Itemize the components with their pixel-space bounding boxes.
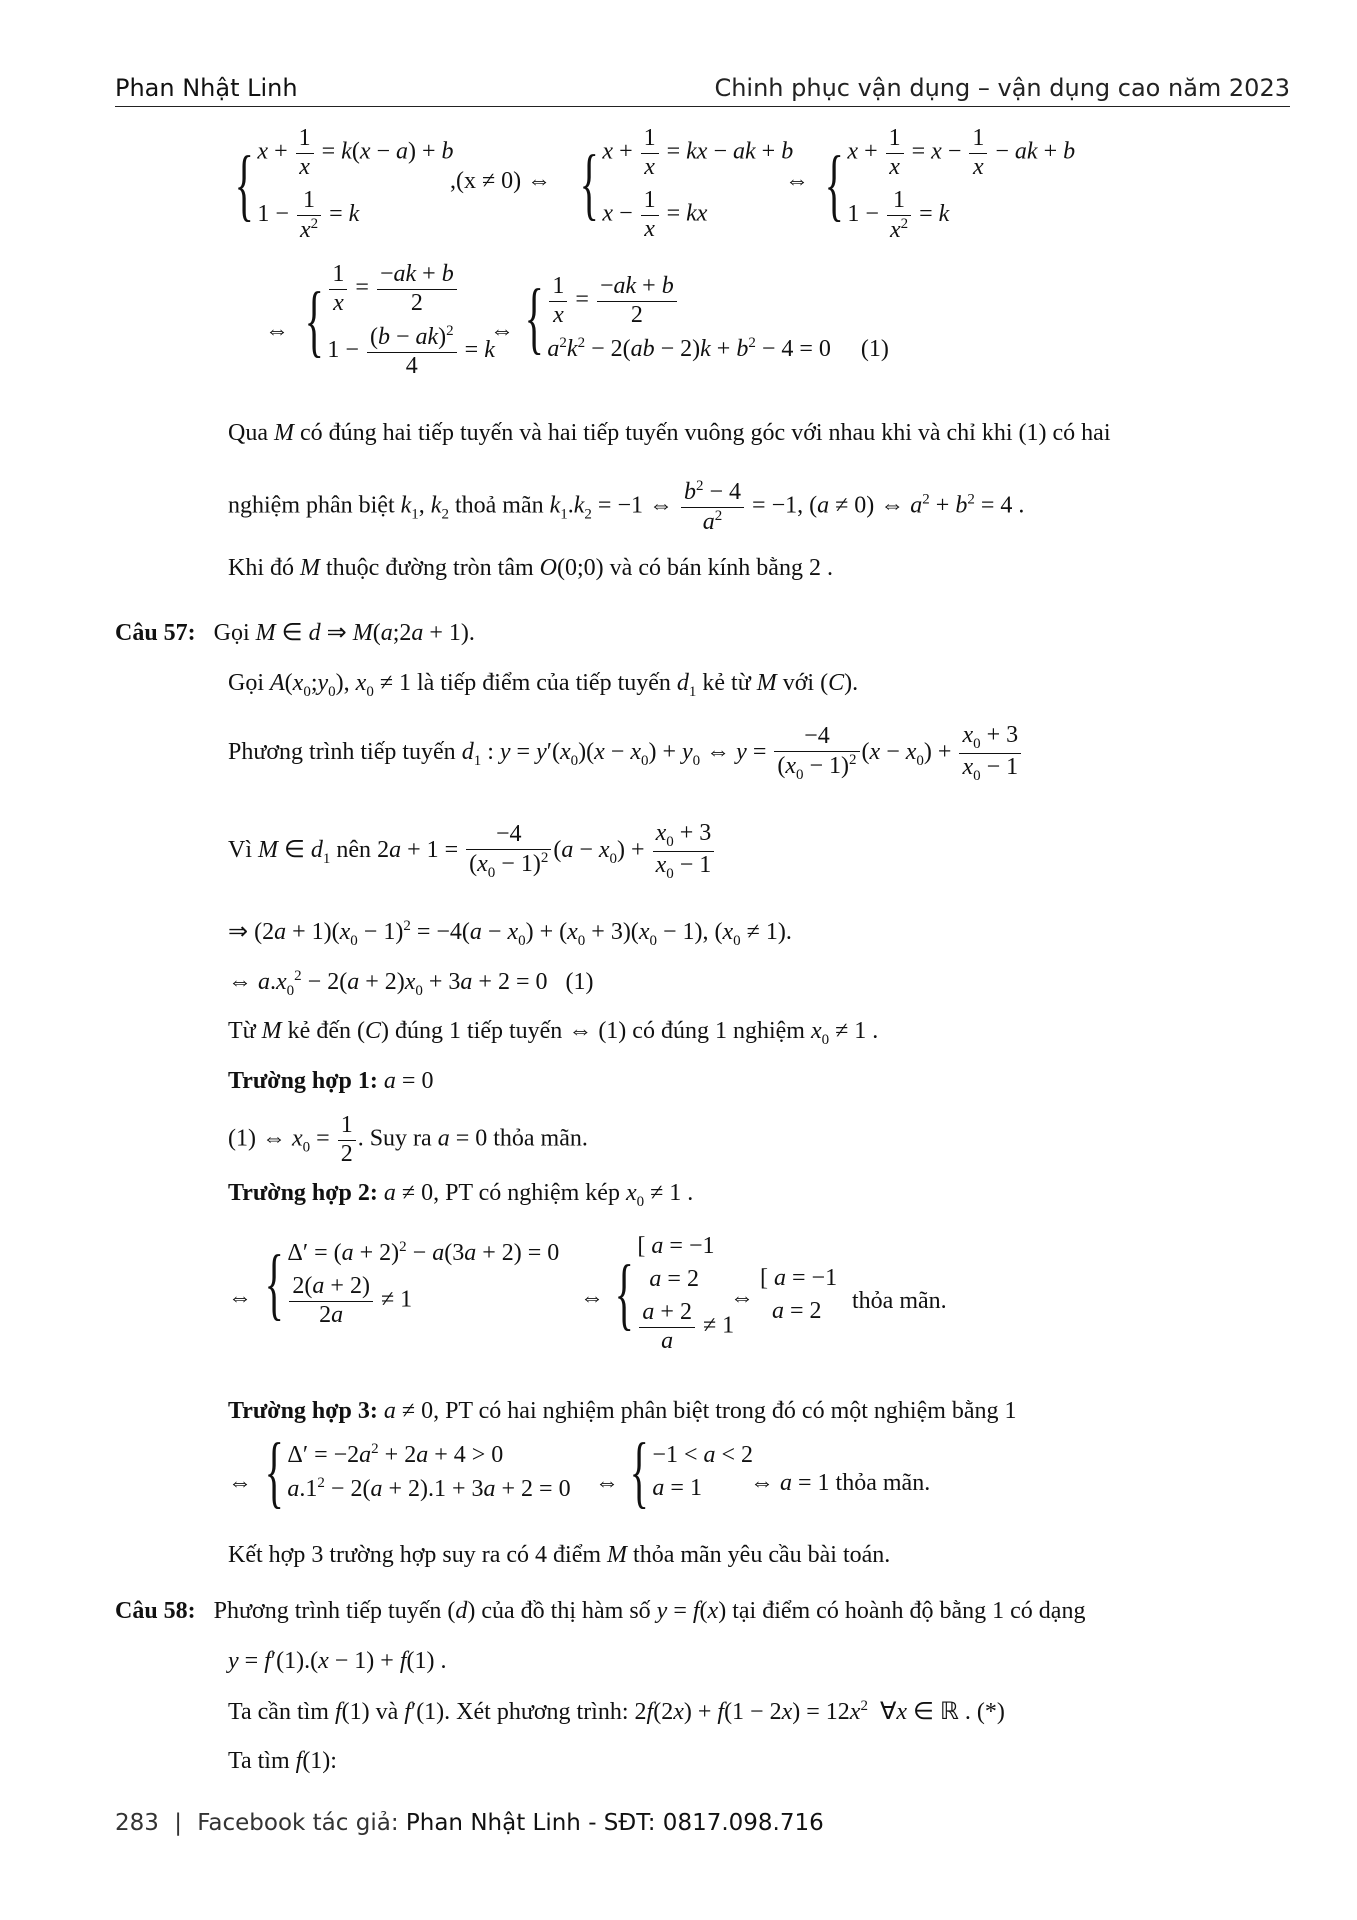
equiv-symbol: ⇔ <box>785 168 809 194</box>
paragraph-line: Từ M kẻ đến (C) đúng 1 tiếp tuyến ⇔ (1) có đúng 1 nghiệm $x_0 \ne 1$ . <box>228 1018 879 1048</box>
paragraph-line: y = f′(1).(x − 1) + f(1) . <box>228 1648 447 1674</box>
case-3: Trường hợp 3: a ≠ 0, PT có hai nghiệm phân biệt trong đó có một nghiệm bằng 1 <box>228 1398 1017 1424</box>
question-58: Câu 58: Phương trình tiếp tuyến (d) của đồ thị hàm số y = f(x) tại điểm có hoành độ bằng 1 có dạng <box>115 1598 1086 1624</box>
paragraph-line: Kết hợp 3 trường hợp suy ra có 4 điểm M thỏa mãn yêu cầu bài toán. <box>228 1542 891 1568</box>
case-1: Trường hợp 1: a = 0 <box>228 1068 434 1094</box>
equiv-symbol: ⇔ <box>730 1285 754 1311</box>
paragraph-line: Gọi $A(x_0;y_0)$, $x_0 \ne 1$ là tiếp điểm của tiếp tuyến $d_1$ kẻ từ M với (C). <box>228 670 859 700</box>
case2-conclusion: thỏa mãn. <box>852 1288 947 1314</box>
equation-system-2: { x + $\frac{1}{x}$ = kx − ak + b x − $\frac{1}{x}$ = kx <box>579 125 794 242</box>
case-2: Trường hợp 2: a ≠ 0, PT có nghiệm kép $x_0 \ne 1$ . <box>228 1180 694 1210</box>
equation-system-1: { x + $\frac{1}{x}$ = k(x − a) + b 1 − $\frac{1}{x^2}$ = k <box>234 125 454 243</box>
equiv-symbol: ⇔ <box>265 318 289 344</box>
equation-system-7: { [ a = −1 a = 2 $\frac{a + 2}{a}$ ≠ 1 <box>614 1233 735 1354</box>
paragraph-line: ⇒ $(2a + 1)(x_0 - 1)^2 = -4(a - x_0) + (x_0 + 3)(x_0 - 1)$, $(x_0 \ne 1)$. <box>228 918 792 949</box>
equation-system-3: { x + $\frac{1}{x}$ = x − $\frac{1}{x}$ − ak + b 1 − $\frac{1}{x^2}$ = k <box>824 125 1076 243</box>
paragraph-line: (1) ⇔ $x_0$ = $\frac{1}{2}$ . Suy ra a = 0 thỏa mãn. <box>228 1112 588 1167</box>
equation-system-8: { $\Delta' = -2a^2 + 2a + 4 > 0$ $a.1^2 - 2(a + 2).1 + 3a + 2 = 0$ <box>264 1428 571 1516</box>
paragraph-line: ⇔ $a.x_0^2 - 2(a + 2)x_0 + 3a + 2 = 0$ (1) <box>228 968 594 999</box>
page-number: 283 <box>115 1810 159 1836</box>
paragraph-line: Vì M ∈ $d_1$ nên 2a + 1 = $\frac{-4}{(x_0 - 1)^2}$ $(a - x_0)$ + $\frac{x_0 + 3}{x_0 - 1}$ <box>228 820 716 883</box>
paragraph-line: Ta tìm f(1): <box>228 1748 337 1774</box>
equiv-symbol: ⇔ <box>490 318 514 344</box>
equation-system-6: { $\Delta' = (a + 2)^2 - a(3a + 2) = 0$ $\frac{2(a + 2)}{2a}$ ≠ 1 <box>264 1239 560 1329</box>
header-author: Phan Nhật Linh <box>115 74 298 102</box>
domain-condition: ,(x ≠ 0) ⇔ <box>450 168 552 194</box>
equation-system-9: { −1 < a < 2 a = 1 <box>629 1428 754 1516</box>
author-contact: Phan Nhật Linh - SĐT: 0817.098.716 <box>405 1810 824 1836</box>
header-book-title: Chinh phục vận dụng – vận dụng cao năm 2023 <box>714 74 1290 102</box>
case2-result: [ a = −1 a = 2 <box>760 1265 838 1324</box>
page-footer: 283 | Facebook tác giả: Phan Nhật Linh - SĐT: 0817.098.716 <box>115 1810 824 1836</box>
paragraph-line: Phương trình tiếp tuyến $d_1$ : $y = y'(x_0)(x - x_0) + y_0$ ⇔ y = $\frac{-4}{(x_0 - 1)^2}$ $(x - x_0)$ + $\frac{x_0 + 3}{x_0 - 1}$ <box>228 722 1023 785</box>
case3-conclusion: ⇔ a = 1 thỏa mãn. <box>750 1470 931 1496</box>
equiv-symbol: ⇔ <box>228 1285 252 1311</box>
footer-label: Facebook tác giả: <box>197 1810 399 1836</box>
question-57: Câu 57: Gọi M ∈ d ⇒ M(a;2a + 1). <box>115 620 475 646</box>
equiv-symbol: ⇔ <box>228 1470 252 1496</box>
equiv-symbol: ⇔ <box>580 1285 604 1311</box>
equation-system-5: { $\frac{1}{x}$ = $\frac{-ak + b}{2}$ $a^2k^2 - 2(ab - 2)k + b^2 - 4 = 0$ (1) <box>524 273 889 363</box>
paragraph-line: Ta cần tìm f(1) và f′(1). Xét phương trình: $2f(2x) + f(1 - 2x) = 12x^2$ ∀x ∈ ℝ . (*) <box>228 1698 1005 1725</box>
paragraph-line: nghiệm phân biệt $k_1$, $k_2$ thoả mãn $k_1.k_2 = -1$ ⇔ $\frac{b^2 - 4}{a^2}$ = −1, (a ≠ 0) ⇔ $a^2 + b^2 = 4$ . <box>228 478 1025 535</box>
equiv-symbol: ⇔ <box>595 1470 619 1496</box>
page-header <box>115 70 1290 107</box>
equation-system-4: { $\frac{1}{x}$ = $\frac{-ak + b}{2}$ 1 − $\frac{(b - ak)^2}{4}$ = k <box>304 261 495 379</box>
paragraph-line: Khi đó M thuộc đường tròn tâm O(0;0) và có bán kính bằng 2 . <box>228 555 833 581</box>
paragraph-line: Qua M có đúng hai tiếp tuyến và hai tiếp tuyến vuông góc với nhau khi và chỉ khi (1) có hai <box>228 420 1111 446</box>
